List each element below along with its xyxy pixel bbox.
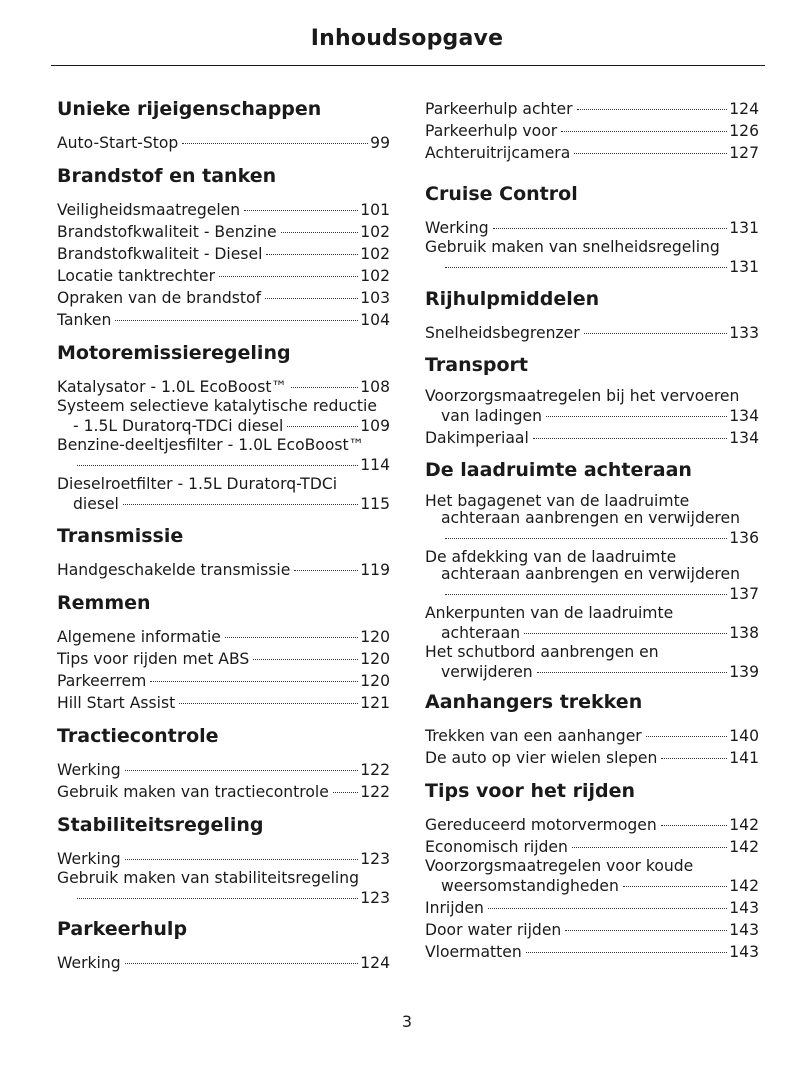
toc-entry-title: Achteruitrijcamera: [425, 144, 571, 162]
toc-entry-title: Door water rijden: [425, 921, 562, 939]
dot-leader: [115, 320, 358, 321]
toc-entry[interactable]: [57, 781, 390, 803]
section-heading: Transmissie: [57, 525, 184, 547]
dot-leader: [125, 859, 359, 860]
toc-page-number: 134: [729, 429, 759, 447]
toc-entry-title: achteraan aanbrengen en verwijderen: [441, 566, 740, 583]
toc-entry-title: Gebruik maken van tractiecontrole: [57, 783, 329, 801]
toc-entry[interactable]: [57, 309, 390, 331]
toc-entry[interactable]: [425, 858, 759, 897]
toc-page-number: 131: [729, 258, 759, 276]
toc-entry-title: - 1.5L Duratorq-TDCi diesel: [73, 417, 284, 435]
toc-entry-title: Dakimperiaal: [425, 429, 529, 447]
toc-entry[interactable]: [425, 747, 759, 769]
toc-entry-title: achteraan: [441, 624, 521, 642]
toc-entry[interactable]: [425, 644, 759, 683]
dot-leader: [287, 426, 358, 427]
section-heading: Motoremissieregeling: [57, 342, 291, 364]
section-heading: Stabiliteitsregeling: [57, 814, 264, 836]
toc-page-number: 138: [729, 624, 759, 642]
dot-leader: [219, 276, 358, 277]
toc-entry-title: Werking: [57, 954, 121, 972]
toc-page-number: 120: [360, 650, 390, 668]
toc-page-number: 140: [729, 727, 759, 745]
toc-page-number: 122: [360, 761, 390, 779]
toc-entry-title: Werking: [57, 850, 121, 868]
dot-leader: [244, 210, 358, 211]
toc-entry[interactable]: [425, 388, 759, 427]
toc-entry-title: Katalysator - 1.0L EcoBoost™: [57, 378, 288, 396]
toc-page-number: 131: [729, 219, 759, 237]
toc-entry-title: weersomstandigheden: [441, 877, 619, 895]
toc-entry-title: Economisch rijden: [425, 838, 568, 856]
toc-entry-title: Trekken van een aanhanger: [425, 727, 642, 745]
toc-entry[interactable]: [425, 549, 759, 605]
section-heading: Parkeerhulp: [57, 918, 188, 940]
toc-entry-title: diesel: [73, 495, 119, 513]
toc-entry[interactable]: [57, 476, 390, 515]
dot-leader: [253, 659, 358, 660]
toc-entry[interactable]: [57, 559, 390, 581]
toc-entry[interactable]: [425, 493, 759, 549]
toc-entry-title: Handgeschakelde transmissie: [57, 561, 291, 579]
dot-leader: [77, 898, 358, 899]
dot-leader: [123, 504, 358, 505]
dot-leader: [445, 538, 727, 539]
toc-page-number: 109: [360, 417, 390, 435]
toc-entry-title: Veiligheidsmaatregelen: [57, 201, 241, 219]
dot-leader: [445, 594, 727, 595]
dot-leader: [561, 131, 727, 132]
toc-entry[interactable]: [425, 239, 759, 278]
toc-entry-title: Het bagagenet van de laadruimte: [425, 493, 690, 510]
section-heading: Unieke rijeigenschappen: [57, 98, 322, 120]
dot-leader: [646, 736, 728, 737]
toc-entry-title: Voorzorgsmaatregelen bij het vervoeren: [425, 388, 740, 405]
dot-leader: [77, 465, 358, 466]
toc-entry-title: Gereduceerd motorvermogen: [425, 816, 657, 834]
toc-entry[interactable]: [425, 725, 759, 747]
section-heading: Remmen: [57, 592, 151, 614]
dot-leader: [584, 333, 728, 334]
toc-entry[interactable]: [57, 265, 390, 287]
toc-page-number: 124: [729, 100, 759, 118]
toc-entry-title: De afdekking van de laadruimte: [425, 549, 677, 566]
dot-leader: [291, 387, 358, 388]
toc-page-number: 142: [729, 838, 759, 856]
dot-leader: [125, 963, 359, 964]
dot-leader: [533, 438, 727, 439]
toc-entry-title: Werking: [425, 219, 489, 237]
section-heading: Brandstof en tanken: [57, 165, 277, 187]
toc-entry[interactable]: [425, 605, 759, 644]
toc-page-number: 143: [729, 899, 759, 917]
toc-entry-title: Het schutbord aanbrengen en: [425, 644, 659, 661]
toc-page-number: 124: [360, 954, 390, 972]
toc-entry[interactable]: [57, 670, 390, 692]
toc-page-number: 127: [729, 144, 759, 162]
toc-entry[interactable]: [425, 897, 759, 919]
toc-entry[interactable]: [425, 836, 759, 858]
dot-leader: [577, 109, 728, 110]
dot-leader: [623, 886, 727, 887]
toc-page-number: 121: [360, 694, 390, 712]
section-heading: Tips voor het rijden: [425, 780, 635, 802]
toc-entry[interactable]: [57, 870, 390, 909]
toc-page-number: 108: [360, 378, 390, 396]
toc-page-number: 137: [729, 585, 759, 603]
section-heading: De laadruimte achteraan: [425, 459, 692, 481]
toc-entry[interactable]: [425, 941, 759, 963]
toc-entry-title: De auto op vier wielen slepen: [425, 749, 658, 767]
toc-page-number: 126: [729, 122, 759, 140]
toc-entry-title: Brandstofkwaliteit - Benzine: [57, 223, 277, 241]
page-number: 3: [401, 1012, 413, 1031]
toc-entry[interactable]: [425, 427, 759, 449]
toc-page-number: 101: [360, 201, 390, 219]
toc-page-number: 142: [729, 877, 759, 895]
section-heading: Rijhulpmiddelen: [425, 288, 600, 310]
dot-leader: [546, 416, 727, 417]
toc-page-number: 136: [729, 529, 759, 547]
toc-entry-title: Benzine-deeltjesfilter - 1.0L EcoBoost™: [57, 437, 365, 454]
toc-entry-title: verwijderen: [441, 663, 533, 681]
toc-entry-title: Auto-Start-Stop: [57, 134, 179, 152]
toc-entry[interactable]: [57, 626, 390, 648]
dot-leader: [574, 153, 727, 154]
toc-entry[interactable]: [57, 132, 390, 154]
toc-page-number: 123: [360, 889, 390, 907]
toc-entry[interactable]: [425, 98, 759, 120]
toc-entry[interactable]: [57, 398, 390, 437]
toc-entry-title: Dieselroetfilter - 1.5L Duratorq-TDCi: [57, 476, 338, 493]
toc-entry-title: Werking: [57, 761, 121, 779]
dot-leader: [125, 770, 359, 771]
toc-page-number: 102: [360, 267, 390, 285]
title-divider: [51, 65, 765, 66]
toc-entry-title: Vloermatten: [425, 943, 522, 961]
toc-entry-title: Tips voor rijden met ABS: [57, 650, 250, 668]
dot-leader: [524, 633, 727, 634]
dot-leader: [266, 254, 358, 255]
dot-leader: [281, 232, 359, 233]
toc-page-number: 134: [729, 407, 759, 425]
toc-entry[interactable]: [425, 322, 759, 344]
toc-page-number: 120: [360, 672, 390, 690]
toc-entry-title: Parkeerhulp voor: [425, 122, 558, 140]
toc-page-number: 122: [360, 783, 390, 801]
toc-page-number: 142: [729, 816, 759, 834]
toc-page-number: 143: [729, 943, 759, 961]
toc-page-number: 114: [360, 456, 390, 474]
toc-entry-title: Snelheidsbegrenzer: [425, 324, 580, 342]
toc-entry-title: achteraan aanbrengen en verwijderen: [441, 510, 740, 527]
toc-page-number: 102: [360, 245, 390, 263]
dot-leader: [294, 570, 358, 571]
page-title: Inhoudsopgave: [310, 26, 504, 51]
section-heading: Tractiecontrole: [57, 725, 219, 747]
dot-leader: [493, 228, 728, 229]
toc-page-number: 120: [360, 628, 390, 646]
toc-entry-title: Algemene informatie: [57, 628, 221, 646]
toc-page-number: 123: [360, 850, 390, 868]
toc-entry-title: Systeem selectieve katalytische reductie: [57, 398, 377, 415]
toc-entry-title: Gebruik maken van snelheidsregeling: [425, 239, 720, 256]
toc-entry[interactable]: [425, 814, 759, 836]
toc-page-number: 115: [360, 495, 390, 513]
dot-leader: [661, 825, 727, 826]
toc-entry-title: Voorzorgsmaatregelen voor koude: [425, 858, 694, 875]
dot-leader: [572, 847, 727, 848]
dot-leader: [526, 952, 728, 953]
toc-entry[interactable]: [425, 120, 759, 142]
toc-page-number: 133: [729, 324, 759, 342]
toc-entry[interactable]: [57, 759, 390, 781]
section-heading: Cruise Control: [425, 183, 578, 205]
toc-entry[interactable]: [425, 142, 759, 164]
section-heading: Aanhangers trekken: [425, 691, 643, 713]
toc-entry-title: Gebruik maken van stabiliteitsregeling: [57, 870, 360, 887]
dot-leader: [179, 703, 358, 704]
toc-entry[interactable]: [57, 437, 390, 476]
toc-entry[interactable]: [57, 243, 390, 265]
toc-entry-title: Inrijden: [425, 899, 484, 917]
dot-leader: [182, 143, 368, 144]
dot-leader: [445, 267, 727, 268]
toc-entry[interactable]: [57, 221, 390, 243]
toc-entry-title: Ankerpunten van de laadruimte: [425, 605, 674, 622]
toc-entry[interactable]: [425, 919, 759, 941]
toc-entry[interactable]: [57, 199, 390, 221]
toc-entry[interactable]: [57, 648, 390, 670]
toc-page-number: 143: [729, 921, 759, 939]
toc-entry[interactable]: [57, 952, 390, 974]
dot-leader: [333, 792, 358, 793]
toc-page-number: 99: [370, 134, 390, 152]
toc-page-number: 119: [360, 561, 390, 579]
section-heading: Transport: [425, 354, 529, 376]
dot-leader: [565, 930, 727, 931]
toc-page-number: 141: [729, 749, 759, 767]
toc-entry-title: Hill Start Assist: [57, 694, 176, 712]
toc-entry[interactable]: [57, 376, 390, 398]
toc-page-number: 103: [360, 289, 390, 307]
toc-entry-title: Brandstofkwaliteit - Diesel: [57, 245, 263, 263]
dot-leader: [225, 637, 358, 638]
toc-page-number: 139: [729, 663, 759, 681]
dot-leader: [150, 681, 358, 682]
toc-entry-title: van ladingen: [441, 407, 543, 425]
toc-entry[interactable]: [425, 217, 759, 239]
toc-entry-title: Parkeerhulp achter: [425, 100, 573, 118]
dot-leader: [661, 758, 727, 759]
toc-entry[interactable]: [57, 848, 390, 870]
toc-page-number: 102: [360, 223, 390, 241]
toc-page-number: 104: [360, 311, 390, 329]
dot-leader: [537, 672, 728, 673]
toc-entry-title: Tanken: [57, 311, 112, 329]
toc-entry-title: Opraken van de brandstof: [57, 289, 262, 307]
dot-leader: [265, 298, 358, 299]
toc-entry-title: Parkeerrem: [57, 672, 147, 690]
toc-entry-title: Locatie tanktrechter: [57, 267, 216, 285]
toc-entry[interactable]: [57, 692, 390, 714]
dot-leader: [488, 908, 727, 909]
toc-entry[interactable]: [57, 287, 390, 309]
